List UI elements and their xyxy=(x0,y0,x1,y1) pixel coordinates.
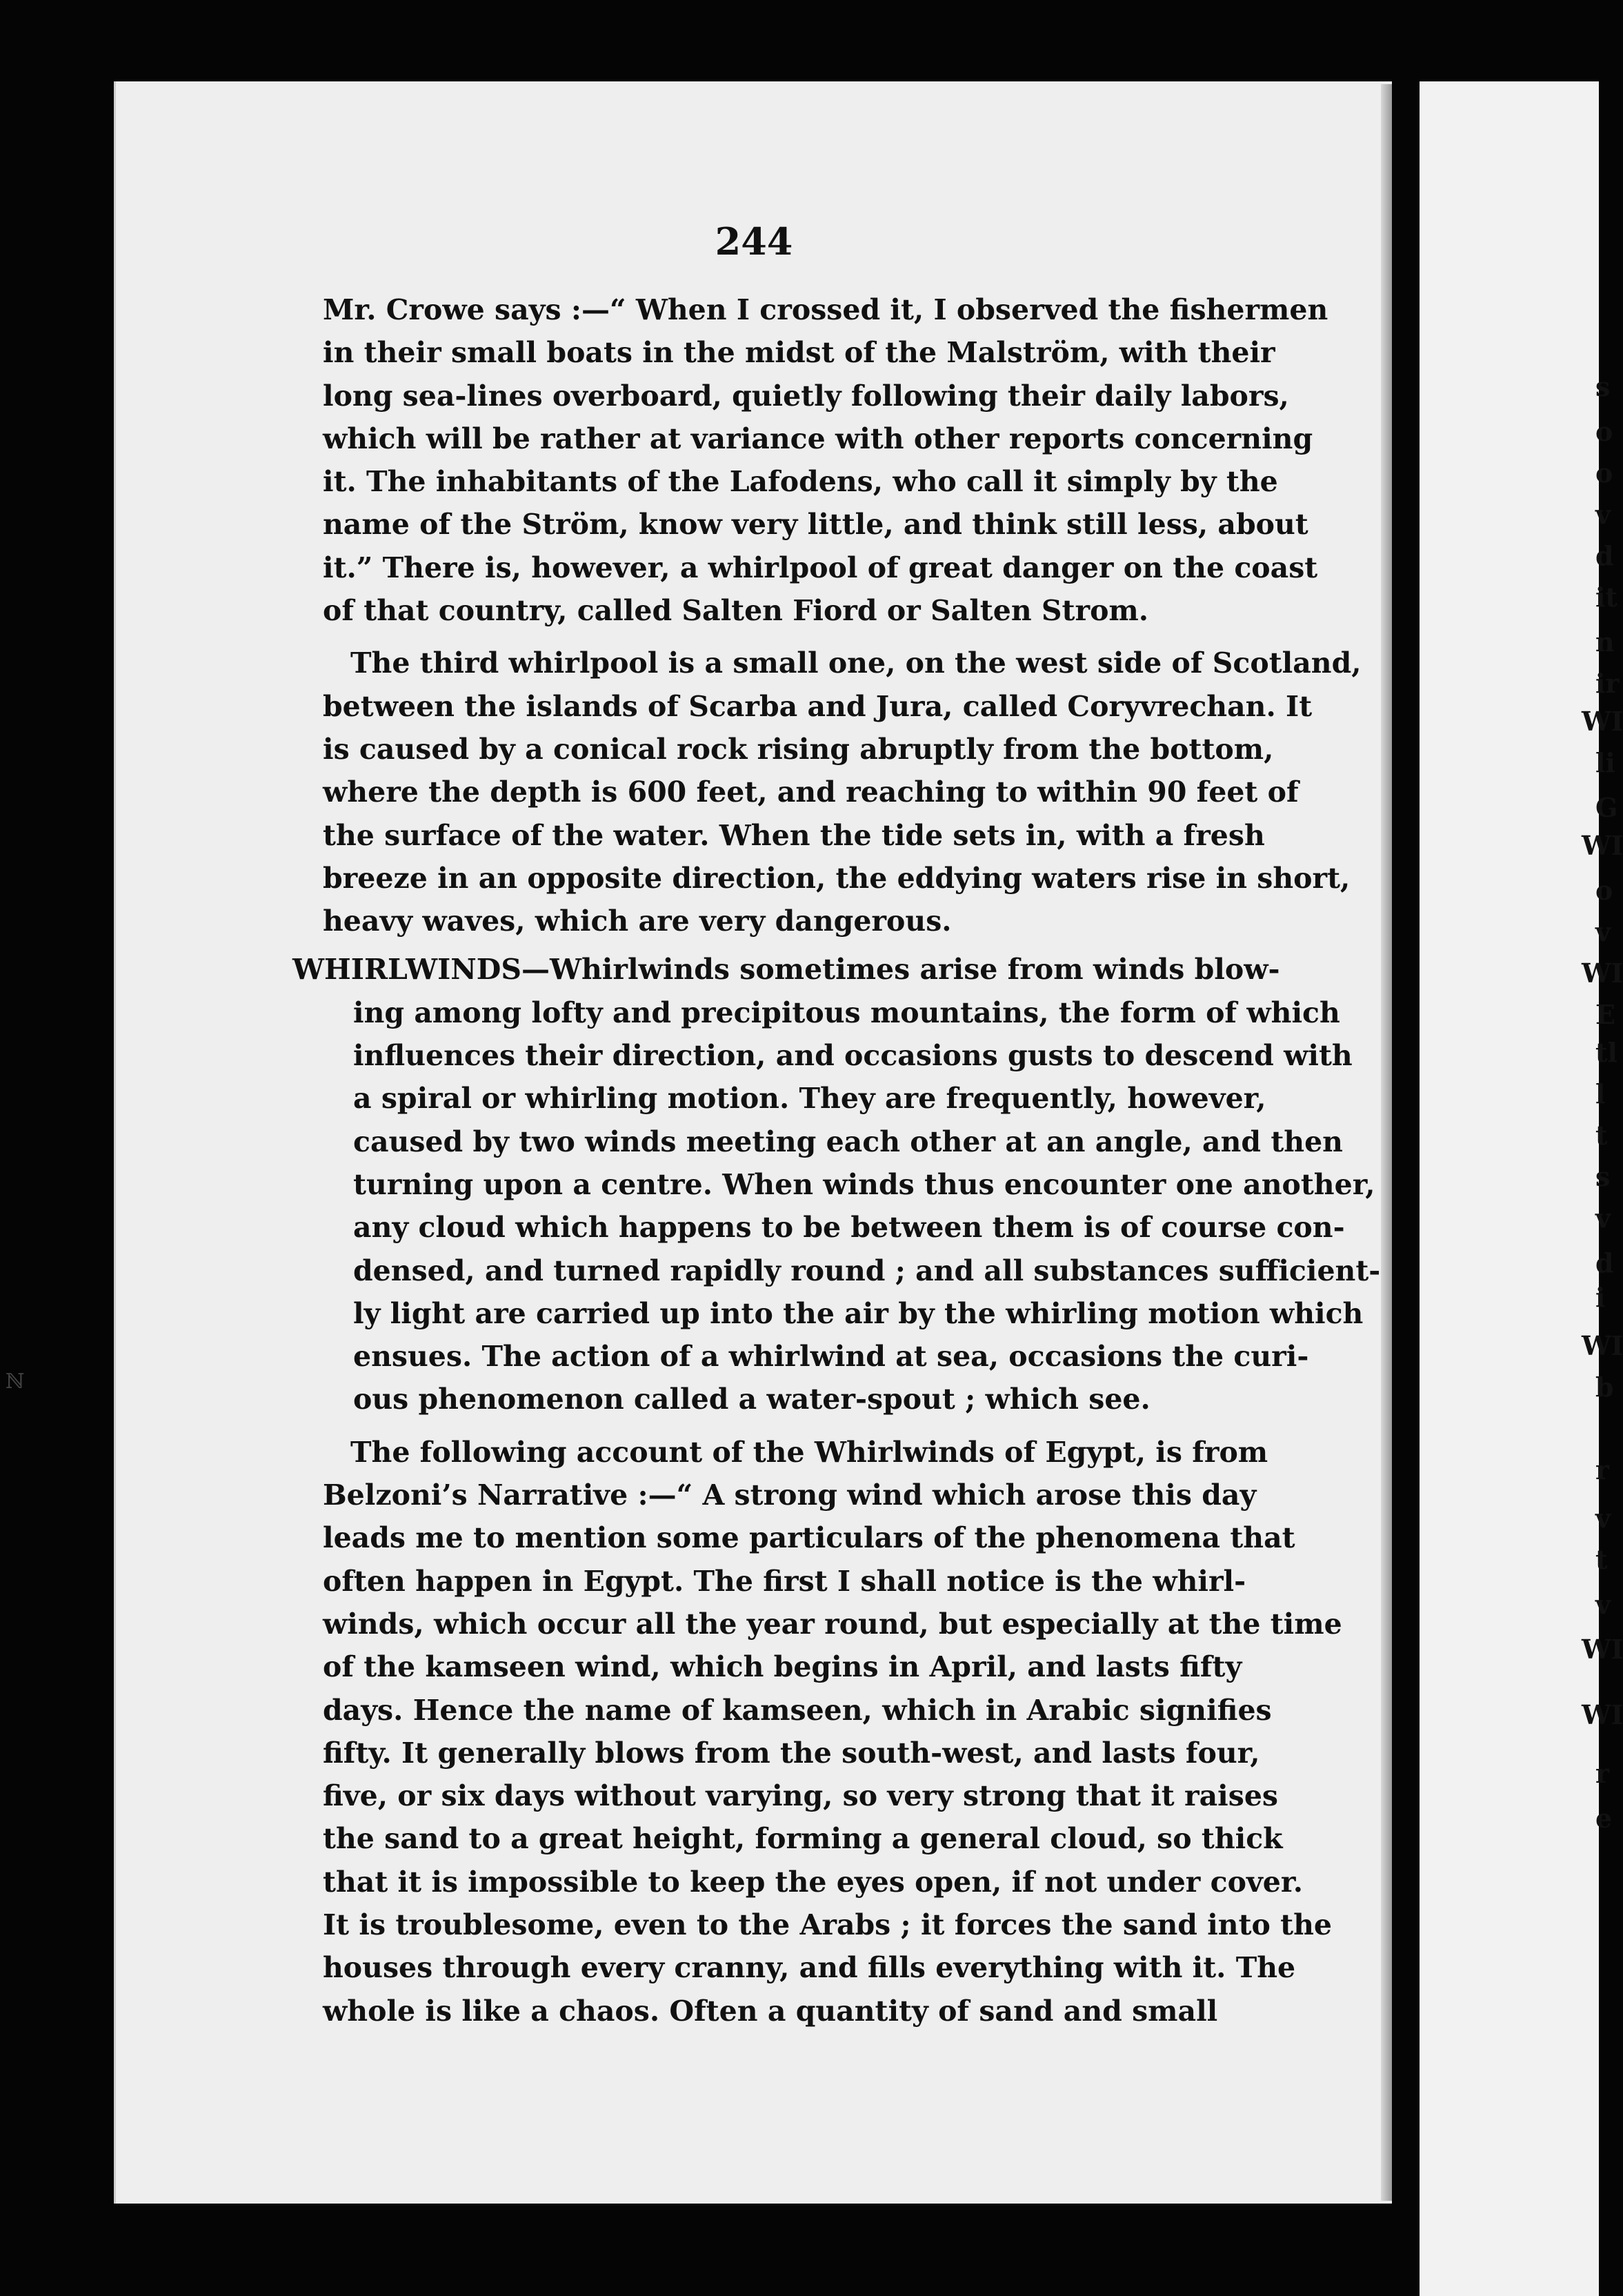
facing-page-fragment: d xyxy=(1595,540,1614,571)
text-line: it. The inhabitants of the Lafodens, who call it simply by the xyxy=(323,465,1278,499)
text-line: of that country, called Salten Fiord or Salten Strom. xyxy=(323,594,1149,628)
facing-page-fragment: s xyxy=(1595,371,1611,402)
facing-page-fragment: d xyxy=(1595,1247,1614,1278)
text-line: The third whirlpool is a small one, on the west side of Scotland, xyxy=(350,646,1362,680)
facing-page-fragment: tl xyxy=(1595,1037,1617,1068)
text-line: leads me to mention some particulars of the phenomena that xyxy=(323,1521,1295,1555)
page-number: 244 xyxy=(715,219,793,264)
text-line: between the islands of Scarba and Jura, called Coryvrechan. It xyxy=(323,689,1313,723)
facing-page-fragment: i xyxy=(1595,1282,1606,1313)
text-line: caused by two winds meeting each other at an angle, and then xyxy=(353,1125,1343,1158)
facing-page-fragment: l xyxy=(1595,1078,1606,1109)
text-line: any cloud which happens to be between them is of course con- xyxy=(353,1211,1345,1245)
text-line: ous phenomenon called a water-spout ; which see. xyxy=(353,1383,1151,1416)
facing-page-fragment: li xyxy=(1595,747,1615,778)
page-text xyxy=(292,288,1413,2032)
text-line: Belzoni’s Narrative :—“ A strong wind which arose this day xyxy=(323,1478,1257,1512)
paragraph xyxy=(323,288,1413,632)
text-line: often happen in Egypt. The first I shall notice is the whirl- xyxy=(323,1564,1246,1598)
text-line: The following account of the Whirlwinds of Egypt, is from xyxy=(350,1435,1268,1469)
text-line: which will be rather at variance with other reports concerning xyxy=(323,422,1313,455)
facing-page-fragment: E xyxy=(1595,999,1615,1030)
text-line: the sand to a great height, forming a general cloud, so thick xyxy=(323,1822,1283,1856)
text-line: ing among lofty and precipitous mountains, the form of which xyxy=(353,996,1340,1029)
text-line: turning upon a centre. When winds thus encounter one another, xyxy=(353,1167,1375,1201)
facing-page-fragment: v xyxy=(1595,499,1611,530)
text-line: long sea-lines overboard, quietly following their daily labors, xyxy=(323,379,1289,413)
text-line: heavy waves, which are very dangerous. xyxy=(323,904,952,938)
text-line: ensues. The action of a whirlwind at sea, occasions the curi- xyxy=(353,1340,1309,1374)
text-line: where the depth is 600 feet, and reaching to within 90 feet of xyxy=(323,775,1299,809)
text-line: in their small boats in the midst of the Malström, with their xyxy=(323,336,1275,370)
facing-page-fragment: WI xyxy=(1582,1699,1623,1730)
scan-speck: ℕ xyxy=(6,1369,25,1394)
facing-page-fragment: o xyxy=(1595,875,1613,906)
facing-page-fragment: s xyxy=(1595,1161,1611,1192)
text-line: breeze in an opposite direction, the eddying waters rise in short, xyxy=(323,861,1351,895)
paragraph xyxy=(323,642,1413,942)
text-line: whole is like a chaos. Often a quantity of sand and small xyxy=(323,1994,1218,2028)
paragraph xyxy=(323,1431,1413,2032)
facing-page-fragment: o xyxy=(1595,416,1613,447)
facing-page-fragment: r xyxy=(1595,1454,1610,1485)
facing-page-fragment: WI xyxy=(1582,1330,1623,1361)
text-line: of the kamseen wind, which begins in April, and lasts fifty xyxy=(323,1650,1242,1684)
text-line: It is troublesome, even to the Arabs ; it forces the sand into the xyxy=(323,1908,1333,1941)
text-line: influences their direction, and occasions gusts to descend with xyxy=(353,1039,1353,1073)
text-line: is caused by a conical rock rising abruptly from the bottom, xyxy=(323,732,1274,766)
facing-page-fragment: G xyxy=(1595,792,1618,823)
book-page-right xyxy=(1420,81,1623,2296)
facing-page-fragment: it xyxy=(1595,582,1617,613)
text-line: Mr. Crowe says :—“ When I crossed it, I observed the fishermen xyxy=(323,293,1328,326)
text-line: five, or six days without varying, so very strong that it raises xyxy=(323,1779,1279,1813)
facing-page-fragment: o xyxy=(1595,457,1613,488)
page-edge xyxy=(1381,84,1392,2201)
facing-page-fragment: WI xyxy=(1582,830,1623,861)
text-line: name of the Ström, know very little, and think still less, about xyxy=(323,508,1308,542)
text-line: houses through every cranny, and fills everything with it. The xyxy=(323,1951,1296,1985)
text-line: a spiral or whirling motion. They are frequently, however, xyxy=(353,1082,1266,1116)
book-page-left xyxy=(114,81,1392,2204)
facing-page-fragment: ir xyxy=(1595,668,1620,699)
text-line: winds, which occur all the year round, but especially at the time xyxy=(323,1607,1342,1641)
text-line: that it is impossible to keep the eyes open, if not under cover. xyxy=(323,1865,1303,1899)
facing-page-fragment: n xyxy=(1595,626,1615,657)
facing-page-fragment: v xyxy=(1595,1503,1611,1534)
text-line: days. Hence the name of kamseen, which in Arabic signifies xyxy=(323,1693,1272,1727)
text-line: fifty. It generally blows from the south-west, and lasts four, xyxy=(323,1736,1260,1770)
facing-page-fragment: WI xyxy=(1582,958,1623,989)
dictionary-entry-whirlwinds xyxy=(292,948,1413,1421)
facing-page-fragment: v xyxy=(1595,916,1611,947)
text-line: densed, and turned rapidly round ; and all substances sufficient- xyxy=(353,1254,1381,1287)
facing-page-fragment: WI xyxy=(1582,1634,1623,1665)
text-line: WHIRLWINDS—Whirlwinds sometimes arise from winds blow- xyxy=(292,953,1280,987)
text-line: ly light are carried up into the air by the whirling motion which xyxy=(353,1296,1364,1330)
facing-page-fragment: b xyxy=(1595,1372,1614,1403)
text-line: the surface of the water. When the tide sets in, with a fresh xyxy=(323,818,1265,852)
facing-page-fragment: t xyxy=(1595,1120,1608,1151)
facing-page-fragment: WI xyxy=(1582,706,1623,737)
text-line: it.” There is, however, a whirlpool of great danger on the coast xyxy=(323,551,1318,584)
facing-page-fragment: e xyxy=(1595,1803,1613,1834)
facing-page-fragment: r xyxy=(1595,1758,1610,1789)
facing-page-fragment: v xyxy=(1595,1203,1611,1234)
facing-page-fragment: t xyxy=(1595,1544,1608,1575)
facing-page-fragment: v xyxy=(1595,1589,1611,1620)
